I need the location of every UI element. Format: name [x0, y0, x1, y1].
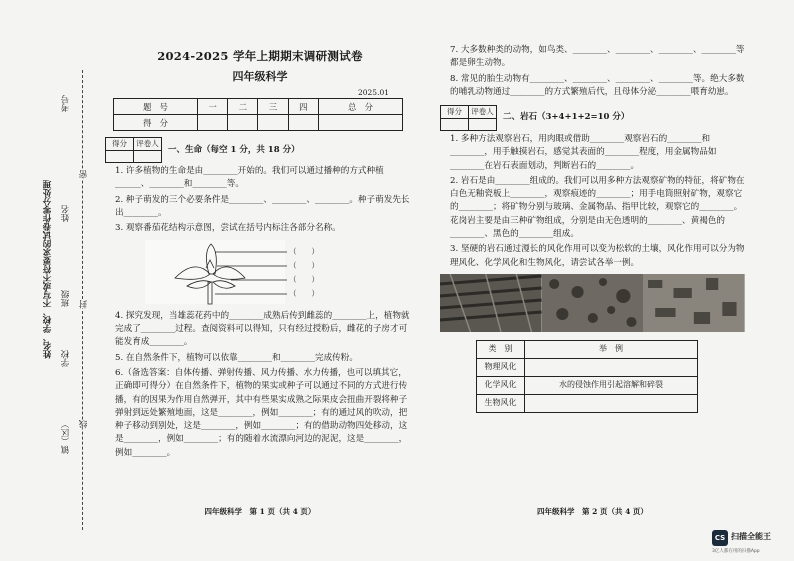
seal-char-3: 线: [79, 420, 89, 429]
table-header-row: [477, 341, 698, 359]
question-1-2: 2. 种子萌发的三个必要条件是________、________、________。种子萌发先长出________。: [115, 194, 410, 219]
score-blank[interactable]: [288, 115, 318, 131]
question-2-1: 1. 多种方法观察岩石，用肉眼或借助________观察岩石的________和________，用手触摸岩石，感觉其表面的________程度，用金属物品如________在岩石表面划动，判断岩石的________。: [450, 133, 717, 171]
category-cell: 生物风化: [477, 395, 525, 413]
example-cell[interactable]: 水的侵蚀作用引起溶解和碎裂: [525, 377, 698, 395]
scanner-app-name: 扫描全能王: [731, 532, 771, 541]
section-1-title: 一、生命（每空 1 分，共 18 分）: [168, 144, 300, 155]
scanner-tagline: 3亿人都在用的扫描App: [712, 549, 760, 554]
flower-bracket-3[interactable]: （ ）: [289, 274, 319, 284]
question-2-3: 3. 坚硬的岩石通过漫长的风化作用可以变为松软的土壤，风化作用可以分为物理风化、化学风化和生物风化，请尝试各举一例。: [450, 244, 745, 268]
photo-chemical-weathering: [542, 274, 644, 332]
flower-bracket-1[interactable]: （ ）: [289, 246, 319, 256]
score-blank[interactable]: [198, 115, 228, 131]
page-1: [105, 40, 415, 520]
question-1-5: 5. 在自然条件下，植物可以依靠________和________完成传粉。: [115, 352, 358, 363]
section-1-header: [105, 137, 415, 163]
flower-illustration: [105, 238, 415, 308]
score-table: [113, 98, 403, 131]
score-table-score-row: [114, 115, 403, 131]
example-cell[interactable]: [525, 359, 698, 377]
grader-cell: 评卷人: [469, 106, 497, 119]
question-2-2: 2. 岩石是由________组成的。我们可以用多种方法观察矿物的特征，将矿物在白色无釉瓷板上________，观察痕迹的________；用手电筒照射矿物，观察它的________；将矿物分别与玻璃、金属物品、指甲比较，观察它的________。花岗岩主要是由三种矿物组成，分别是由无色透明的________、黄褐色的________、黑色的________组成。: [450, 175, 745, 240]
score-cell: 得 分: [114, 115, 198, 131]
binding-name: 姓名: [61, 205, 71, 222]
photo-biological-weathering: [643, 274, 745, 332]
question-1-1: 1. 许多植物的生命是由________开始的。我们可以通过播种的方式种植______、________和________等。: [115, 166, 384, 190]
flower-bracket-4[interactable]: （ ）: [289, 288, 319, 298]
exam-subject: 四年级科学: [232, 69, 288, 83]
question-1-7: 7. 大多数种类的动物，如鸟类、________、________、________、________等都是卵生动物。: [450, 45, 745, 69]
score-cell: 题 号: [114, 99, 198, 115]
scanner-watermark: [712, 527, 792, 557]
table-header-cell: 类 别: [477, 341, 525, 359]
grader-blank[interactable]: [106, 151, 134, 163]
weathering-photos: [440, 274, 745, 332]
grader-table: [440, 105, 497, 131]
tomato-flower-diagram: [105, 238, 415, 308]
camscanner-logo-icon: CS: [712, 530, 728, 546]
flower-bracket-2[interactable]: （ ）: [289, 260, 319, 270]
question-1-4: 4. 探究发现，当雄蕊花药中的________成熟后传到雌蕊的________上，植物就完成了________过程。查阅资料可以得知，只有经过授粉后，雌花的子房才可能发育成________。: [115, 310, 410, 348]
score-cell: 一: [198, 99, 228, 115]
grader-cell: 得分: [106, 138, 134, 151]
exam-title: 2024-2025 学年上期期末调研测试卷: [157, 49, 363, 63]
question-1-3: 3. 观察番茄花结构示意图，尝试在括号内标注各部分名称。: [115, 223, 341, 234]
question-1-6: 6.（备选答案：自体传播、弹射传播、风力传播、水力传播，也可以填其它，正确即可得分）在自然条件下，植物的果实或种子可以通过不同的方式进行传播，有的因果为作用自然弹开，其中有些果实成熟之际果皮会扭曲开裂将种子弹射到远处繁殖地面，这是________，例如________；有的通过风的吹动，把种子移动到别处，这是________，例如________；有的借助动物四处移动，这是________，例如________；有的随着水流漂向河边的泥泥，这是________，例如________。: [115, 367, 408, 458]
score-blank[interactable]: [228, 115, 258, 131]
score-blank[interactable]: [258, 115, 288, 131]
grader-cell: 得分: [441, 106, 469, 119]
score-cell: 四: [288, 99, 318, 115]
category-cell: 物理风化: [477, 359, 525, 377]
page-2: [440, 40, 745, 520]
seal-char-2: 封: [79, 300, 89, 309]
exam-date: 2025.01: [357, 87, 389, 97]
question-1-8: 8. 常见的胎生动物有________、________、________、________等。绝大多数的哺乳动物通过________的方式繁殖后代，且母体分泌________喂育幼崽。: [450, 73, 745, 97]
weathering-example-table: [476, 340, 698, 413]
score-table-header-row: [114, 99, 403, 115]
grader-table: [105, 137, 162, 163]
grader-cell: 评卷人: [134, 138, 162, 151]
page-2-footer: 四年级科学 第 2 页（共 4 页）: [537, 507, 648, 517]
section-2-title: 二、岩石（3+4+1+2=10 分）: [503, 112, 630, 123]
grader-blank[interactable]: [134, 151, 162, 163]
table-row: [477, 395, 698, 413]
binding-town: 镇（区）: [61, 420, 71, 454]
example-cell[interactable]: [525, 395, 698, 413]
binding-school: 学校: [61, 350, 71, 367]
table-row: [477, 359, 698, 377]
score-cell: 二: [228, 99, 258, 115]
grader-blank[interactable]: [441, 118, 469, 130]
binding-exam-no: 考号: [61, 95, 71, 112]
score-blank[interactable]: [318, 115, 402, 131]
section-2-header: [440, 105, 745, 131]
score-cell: 三: [258, 99, 288, 115]
binding-class: 班级: [61, 290, 71, 307]
grader-blank[interactable]: [469, 118, 497, 130]
table-row: [477, 377, 698, 395]
table-header-cell: 举 例: [525, 341, 698, 359]
binding-notice: 姓名、学校、不写或不符要求的试卷作零分处理: [43, 180, 53, 359]
page-1-footer: 四年级科学 第 1 页（共 4 页）: [204, 507, 316, 517]
seal-char-1: 密: [79, 170, 89, 179]
score-cell: 总 分: [318, 99, 402, 115]
category-cell: 化学风化: [477, 377, 525, 395]
photo-physical-weathering: [440, 274, 542, 332]
